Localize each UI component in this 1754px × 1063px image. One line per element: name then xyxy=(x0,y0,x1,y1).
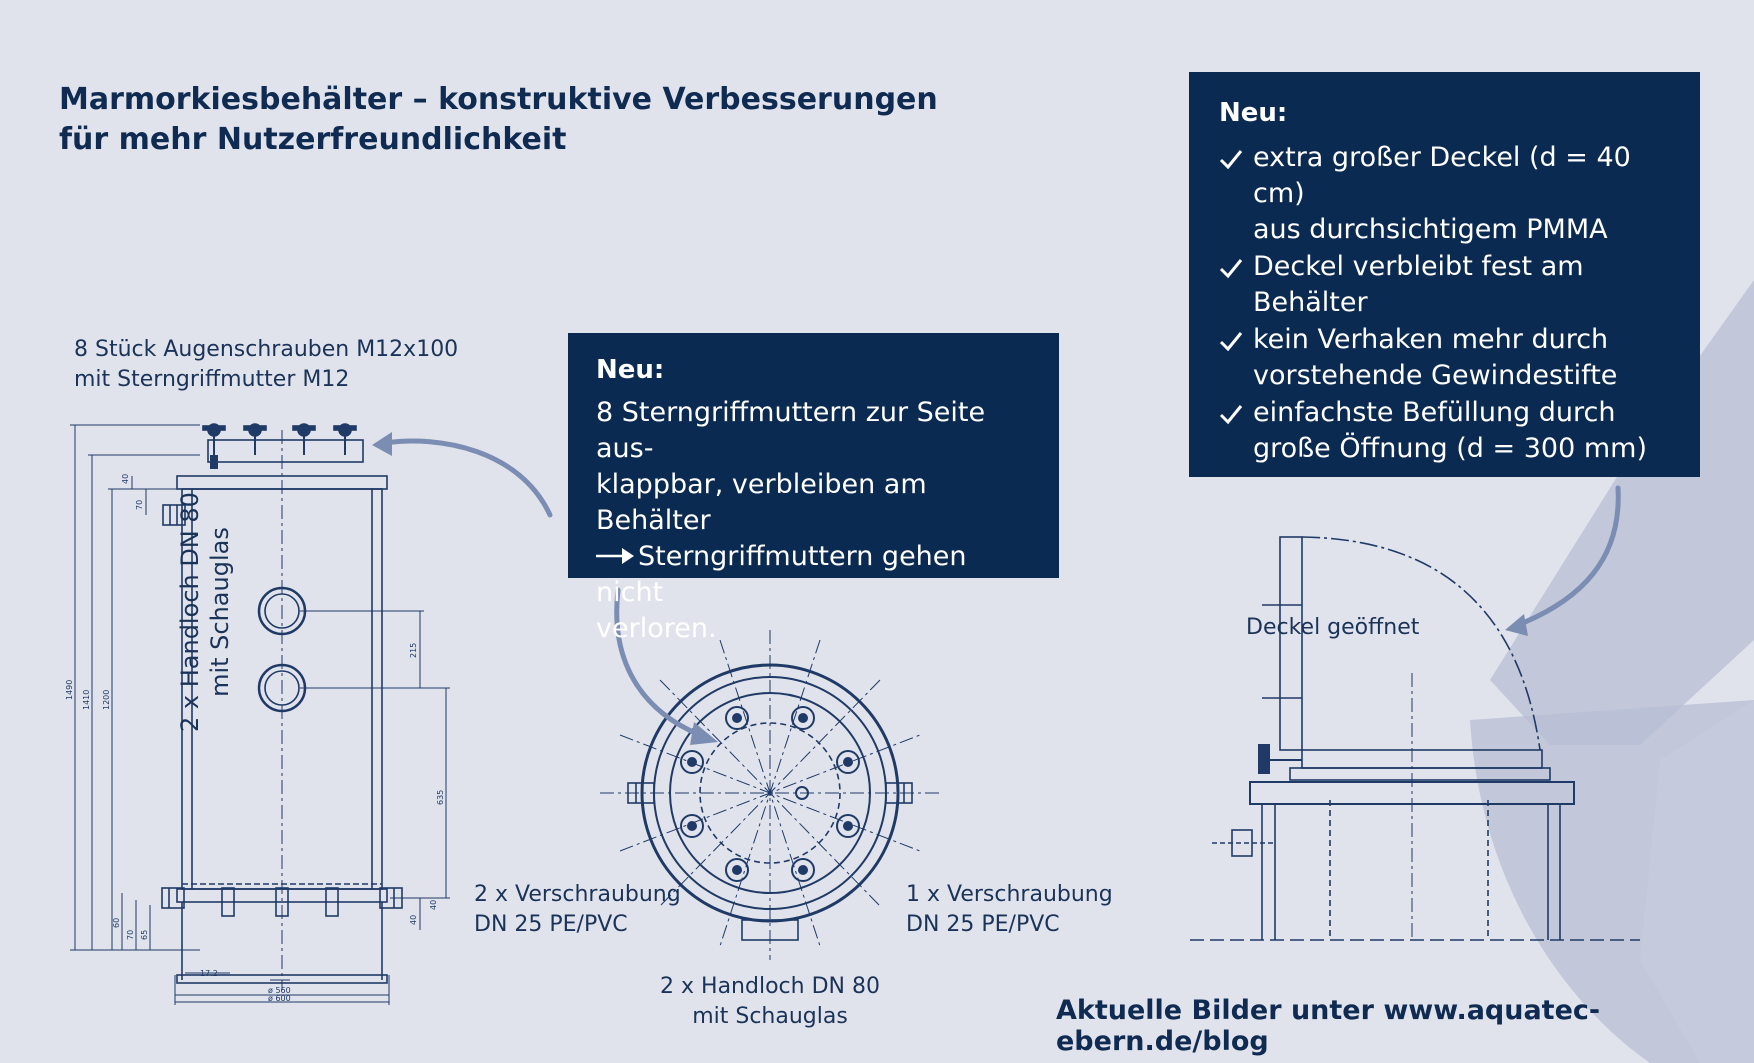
svg-text:1490: 1490 xyxy=(65,679,74,700)
right-arrow-icon xyxy=(596,545,634,567)
checkmark-icon xyxy=(1219,403,1243,425)
page-title xyxy=(59,80,938,160)
label-handloch-side: 2 x Handloch DN 80 mit Schauglas xyxy=(176,492,234,732)
info-box-nuts xyxy=(568,333,1059,644)
label-handloch-bottom: 2 x Handloch DN 80 mit Schauglas xyxy=(660,974,880,1029)
svg-text:40: 40 xyxy=(121,473,130,484)
page-title-line1: Marmorkiesbehälter – konstruktive Verbesserungen xyxy=(59,82,938,117)
svg-text:ø 600: ø 600 xyxy=(268,994,291,1003)
arrow-to-lid xyxy=(1518,488,1618,625)
checkmark-icon xyxy=(1219,148,1243,170)
info-box-lid xyxy=(1189,72,1700,477)
svg-text:1200: 1200 xyxy=(102,689,111,710)
page-title-line2: für mehr Nutzerfreundlichkeit xyxy=(59,122,567,157)
info-box-lid-heading: Neu: xyxy=(1219,98,1288,128)
checkmark-icon xyxy=(1219,330,1243,352)
tank-lid-open-view xyxy=(1190,537,1640,940)
svg-text:635: 635 xyxy=(436,789,445,805)
info-box-nuts-text: 8 Sterngriffmuttern zur Seite aus- klappbar, verbleiben am Behälter Sterngriffmuttern gehen nicht verloren. xyxy=(596,397,986,644)
label-verschraubung-left: 2 x Verschraubung DN 25 PE/PVC xyxy=(474,882,681,937)
info-box-lid-list xyxy=(1219,140,1670,467)
svg-text:215: 215 xyxy=(409,642,418,658)
footer-link-text: Aktuelle Bilder unter www.aquatec-ebern.de/blog xyxy=(1056,995,1601,1057)
svg-text:70: 70 xyxy=(135,499,144,510)
svg-text:40: 40 xyxy=(409,914,418,925)
svg-text:17.2: 17.2 xyxy=(200,969,218,978)
list-item: extra großer Deckel (d = 40 cm) aus durchsichtigem PMMA xyxy=(1219,140,1670,248)
label-eyebolts: 8 Stück Augenschrauben M12x100 mit Sterngriffmutter M12 xyxy=(74,337,459,392)
info-box-nuts-heading: Neu: xyxy=(596,355,665,385)
list-item: einfachste Befüllung durch große Öffnung (d = 300 mm) xyxy=(1219,395,1670,467)
svg-text:65: 65 xyxy=(140,929,149,940)
svg-text:ø 560: ø 560 xyxy=(268,986,291,995)
svg-text:70: 70 xyxy=(126,929,135,940)
svg-text:1410: 1410 xyxy=(82,689,91,710)
list-item: kein Verhaken mehr durch vorstehende Gewindestifte xyxy=(1219,322,1670,394)
checkmark-icon xyxy=(1219,257,1243,279)
label-verschraubung-right: 1 x Verschraubung DN 25 PE/PVC xyxy=(906,882,1113,937)
list-item: Deckel verbleibt fest am Behälter xyxy=(1219,249,1670,321)
svg-text:60: 60 xyxy=(112,917,121,928)
arrow-to-eyebolts xyxy=(385,441,550,515)
label-lid-open: Deckel geöffnet xyxy=(1246,615,1420,640)
svg-text:40: 40 xyxy=(429,899,438,910)
